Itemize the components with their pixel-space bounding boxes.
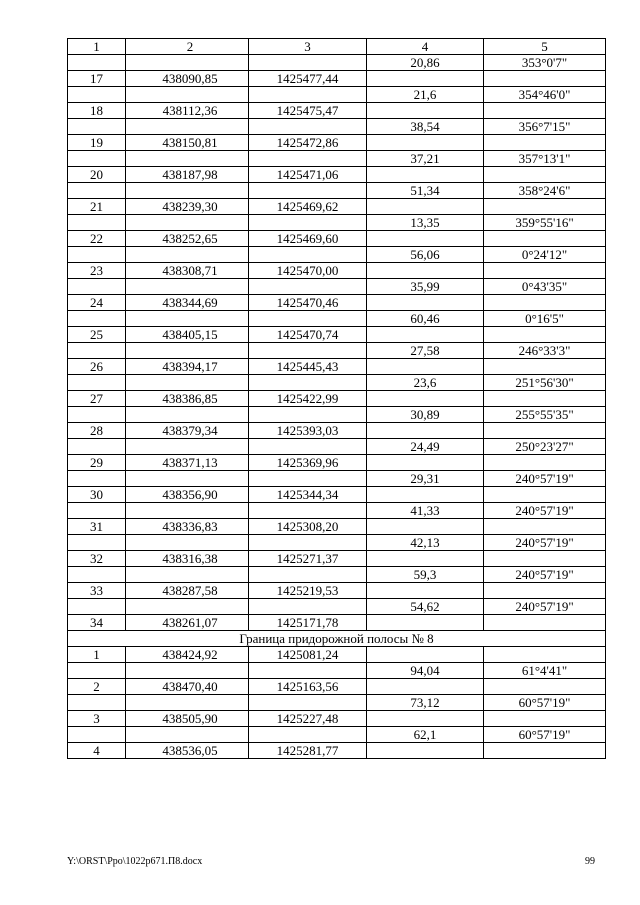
table-cell	[249, 375, 367, 391]
table-cell	[126, 439, 249, 455]
table-row	[68, 119, 606, 135]
table-cell: 33	[68, 583, 126, 599]
table-cell: 1425469,60	[249, 231, 367, 247]
table-cell	[249, 727, 367, 743]
table-cell	[126, 87, 249, 103]
table-row	[68, 311, 606, 327]
table-cell	[367, 423, 484, 439]
table-cell: 438308,71	[126, 263, 249, 279]
table-cell	[249, 215, 367, 231]
table-cell: 1425475,47	[249, 103, 367, 119]
table-cell	[249, 535, 367, 551]
table-row	[68, 663, 606, 679]
table-cell: 42,13	[367, 535, 484, 551]
table-cell: 438090,85	[126, 71, 249, 87]
table-cell: 1425471,06	[249, 167, 367, 183]
table-cell: 22	[68, 231, 126, 247]
table-cell	[126, 311, 249, 327]
table-cell	[484, 231, 606, 247]
table-cell: 358°24'6"	[484, 183, 606, 199]
table-cell	[484, 487, 606, 503]
table-cell	[126, 183, 249, 199]
table-cell: 24,49	[367, 439, 484, 455]
table-cell	[68, 151, 126, 167]
table-cell	[367, 391, 484, 407]
table-cell: 73,12	[367, 695, 484, 711]
table-row	[68, 727, 606, 743]
table-row	[68, 599, 606, 615]
table-cell	[126, 599, 249, 615]
table-cell: 1425470,00	[249, 263, 367, 279]
table-row	[68, 215, 606, 231]
table-cell	[126, 55, 249, 71]
table-cell: 438405,15	[126, 327, 249, 343]
table-cell	[68, 599, 126, 615]
table-cell: 38,54	[367, 119, 484, 135]
table-cell: 27,58	[367, 343, 484, 359]
table-cell	[484, 167, 606, 183]
column-header: 2	[126, 39, 249, 55]
table-cell	[484, 551, 606, 567]
table-cell: 1425369,96	[249, 455, 367, 471]
table-cell: 1425308,20	[249, 519, 367, 535]
table-cell: 0°43'35"	[484, 279, 606, 295]
table-cell	[367, 103, 484, 119]
table-cell: 1425469,62	[249, 199, 367, 215]
table-cell	[68, 55, 126, 71]
table-row	[68, 375, 606, 391]
table-cell: 31	[68, 519, 126, 535]
table-cell: 240°57'19"	[484, 471, 606, 487]
table-cell: 23,6	[367, 375, 484, 391]
table-cell	[68, 119, 126, 135]
table-cell: 23	[68, 263, 126, 279]
table-cell: 1425393,03	[249, 423, 367, 439]
table-cell	[126, 343, 249, 359]
table-cell: 37,21	[367, 151, 484, 167]
table-row	[68, 471, 606, 487]
table-cell	[367, 647, 484, 663]
table-cell	[367, 327, 484, 343]
table-cell: 24	[68, 295, 126, 311]
table-cell	[367, 519, 484, 535]
table-row	[68, 487, 606, 503]
table-cell	[367, 551, 484, 567]
table-cell	[249, 407, 367, 423]
table-cell: 438261,07	[126, 615, 249, 631]
table-cell	[68, 279, 126, 295]
table-row	[68, 743, 606, 759]
table-row	[68, 391, 606, 407]
table-cell	[126, 567, 249, 583]
table-cell	[126, 663, 249, 679]
table-cell	[249, 599, 367, 615]
table-cell	[367, 231, 484, 247]
table-cell: 240°57'19"	[484, 503, 606, 519]
table-cell	[367, 167, 484, 183]
table-cell	[126, 151, 249, 167]
table-cell	[68, 663, 126, 679]
table-cell	[126, 119, 249, 135]
table-cell	[367, 71, 484, 87]
table-cell	[367, 295, 484, 311]
table-cell: 0°16'5"	[484, 311, 606, 327]
table-cell: 438187,98	[126, 167, 249, 183]
table-cell: 3	[68, 711, 126, 727]
table-row	[68, 711, 606, 727]
table-row	[68, 679, 606, 695]
table-cell	[249, 343, 367, 359]
table-cell: 438112,36	[126, 103, 249, 119]
table-cell	[68, 183, 126, 199]
table-cell: 62,1	[367, 727, 484, 743]
table-cell: 438344,69	[126, 295, 249, 311]
table-cell: 250°23'27"	[484, 439, 606, 455]
table-cell: 240°57'19"	[484, 535, 606, 551]
table-cell	[249, 151, 367, 167]
table-cell: 240°57'19"	[484, 567, 606, 583]
table-cell: 60°57'19"	[484, 695, 606, 711]
table-cell: 4	[68, 743, 126, 759]
table-cell	[484, 103, 606, 119]
table-cell: 1425472,86	[249, 135, 367, 151]
table-row	[68, 279, 606, 295]
table-cell	[68, 311, 126, 327]
table-cell	[484, 199, 606, 215]
table-row	[68, 183, 606, 199]
table-cell	[484, 455, 606, 471]
table-cell	[484, 423, 606, 439]
table-row	[68, 87, 606, 103]
table-cell: 20,86	[367, 55, 484, 71]
table-cell: 438316,38	[126, 551, 249, 567]
section-title-row	[68, 631, 606, 647]
table-cell: 438371,13	[126, 455, 249, 471]
section-title: Граница придорожной полосы № 8	[68, 631, 606, 647]
table-row	[68, 263, 606, 279]
table-row	[68, 343, 606, 359]
table-cell: 32	[68, 551, 126, 567]
table-cell	[484, 679, 606, 695]
table-cell	[126, 247, 249, 263]
table-row	[68, 359, 606, 375]
table-cell	[367, 583, 484, 599]
table-cell: 438239,30	[126, 199, 249, 215]
table-cell	[249, 247, 367, 263]
table-cell	[68, 215, 126, 231]
table-cell: 438424,92	[126, 647, 249, 663]
table-cell: 35,99	[367, 279, 484, 295]
table-cell: 94,04	[367, 663, 484, 679]
table-cell: 1425344,34	[249, 487, 367, 503]
table-cell: 59,3	[367, 567, 484, 583]
table-row	[68, 247, 606, 263]
table-cell	[484, 615, 606, 631]
table-cell: 354°46'0"	[484, 87, 606, 103]
table-cell	[484, 711, 606, 727]
table-cell: 246°33'3"	[484, 343, 606, 359]
table-cell	[249, 55, 367, 71]
table-cell	[249, 503, 367, 519]
table-cell: 1425281,77	[249, 743, 367, 759]
table-row	[68, 503, 606, 519]
table-row	[68, 231, 606, 247]
table-cell	[367, 743, 484, 759]
table-cell	[126, 215, 249, 231]
table-cell	[68, 343, 126, 359]
table-row	[68, 567, 606, 583]
table-cell	[367, 135, 484, 151]
table-cell: 1425445,43	[249, 359, 367, 375]
table-row	[68, 535, 606, 551]
table-cell	[367, 615, 484, 631]
table-cell	[68, 727, 126, 743]
column-header: 3	[249, 39, 367, 55]
table-cell: 359°55'16"	[484, 215, 606, 231]
table-row	[68, 327, 606, 343]
table-cell: 34	[68, 615, 126, 631]
table-cell	[126, 471, 249, 487]
table-cell: 438536,05	[126, 743, 249, 759]
table-row	[68, 55, 606, 71]
table-cell: 438505,90	[126, 711, 249, 727]
table-cell: 251°56'30"	[484, 375, 606, 391]
table-cell	[367, 679, 484, 695]
table-cell: 255°55'35"	[484, 407, 606, 423]
table-cell	[484, 391, 606, 407]
table-cell: 28	[68, 423, 126, 439]
table-cell	[126, 375, 249, 391]
table-cell	[68, 375, 126, 391]
table-cell: 356°7'15"	[484, 119, 606, 135]
column-header: 4	[367, 39, 484, 55]
table-cell: 60°57'19"	[484, 727, 606, 743]
table-cell: 1425470,46	[249, 295, 367, 311]
table-cell	[249, 439, 367, 455]
coordinates-table	[67, 38, 606, 759]
table-cell	[249, 311, 367, 327]
table-cell	[484, 359, 606, 375]
table-cell: 56,06	[367, 247, 484, 263]
table-cell: 1425422,99	[249, 391, 367, 407]
table-cell	[68, 439, 126, 455]
table-cell	[484, 135, 606, 151]
table-cell: 438356,90	[126, 487, 249, 503]
table-cell	[126, 727, 249, 743]
table-cell: 240°57'19"	[484, 599, 606, 615]
table-cell: 438252,65	[126, 231, 249, 247]
table-cell	[484, 327, 606, 343]
table-cell: 1	[68, 647, 126, 663]
table-cell	[68, 567, 126, 583]
table-cell	[249, 183, 367, 199]
table-cell: 29	[68, 455, 126, 471]
table-cell	[484, 263, 606, 279]
table-cell: 54,62	[367, 599, 484, 615]
table-cell: 29,31	[367, 471, 484, 487]
table-cell	[367, 711, 484, 727]
table-cell: 1425163,56	[249, 679, 367, 695]
table-row	[68, 423, 606, 439]
table-cell	[367, 263, 484, 279]
table-cell	[484, 71, 606, 87]
table-cell	[249, 663, 367, 679]
table-cell: 27	[68, 391, 126, 407]
table-cell: 438287,58	[126, 583, 249, 599]
table-cell	[68, 503, 126, 519]
table-row	[68, 519, 606, 535]
table-cell	[484, 743, 606, 759]
table-cell	[68, 535, 126, 551]
table-cell	[367, 487, 484, 503]
table-cell	[484, 583, 606, 599]
table-cell	[68, 407, 126, 423]
table-cell: 438379,34	[126, 423, 249, 439]
table-row	[68, 615, 606, 631]
table-cell: 1425470,74	[249, 327, 367, 343]
table-cell	[68, 247, 126, 263]
table-cell	[484, 519, 606, 535]
table-row	[68, 199, 606, 215]
table-row	[68, 167, 606, 183]
table-cell: 1425227,48	[249, 711, 367, 727]
table-cell: 357°13'1"	[484, 151, 606, 167]
table-row	[68, 135, 606, 151]
table-row	[68, 583, 606, 599]
table-cell: 1425081,24	[249, 647, 367, 663]
table-cell: 51,34	[367, 183, 484, 199]
table-cell	[249, 471, 367, 487]
table-cell: 1425271,37	[249, 551, 367, 567]
table-cell	[249, 567, 367, 583]
table-cell: 1425219,53	[249, 583, 367, 599]
table-cell	[367, 455, 484, 471]
table-cell	[68, 471, 126, 487]
table-cell	[126, 503, 249, 519]
table-cell: 21,6	[367, 87, 484, 103]
table-cell	[249, 87, 367, 103]
table-cell	[484, 647, 606, 663]
table-cell: 18	[68, 103, 126, 119]
table-cell	[367, 199, 484, 215]
table-row	[68, 695, 606, 711]
table-cell: 60,46	[367, 311, 484, 327]
table-cell: 25	[68, 327, 126, 343]
table-cell	[126, 407, 249, 423]
table-cell: 438386,85	[126, 391, 249, 407]
table-cell: 41,33	[367, 503, 484, 519]
table-row	[68, 439, 606, 455]
table-cell: 438150,81	[126, 135, 249, 151]
table-cell: 26	[68, 359, 126, 375]
table-cell	[249, 119, 367, 135]
table-row	[68, 151, 606, 167]
table-cell	[126, 535, 249, 551]
table-cell: 17	[68, 71, 126, 87]
table-cell	[367, 359, 484, 375]
table-cell: 1425477,44	[249, 71, 367, 87]
table-cell: 19	[68, 135, 126, 151]
table-cell: 1425171,78	[249, 615, 367, 631]
column-header: 5	[484, 39, 606, 55]
table-cell: 13,35	[367, 215, 484, 231]
table-cell	[68, 695, 126, 711]
table-cell	[249, 695, 367, 711]
table-cell: 353°0'7"	[484, 55, 606, 71]
table-row	[68, 407, 606, 423]
table-row	[68, 551, 606, 567]
table-cell	[68, 87, 126, 103]
table-cell	[126, 695, 249, 711]
table-cell	[126, 279, 249, 295]
table-row	[68, 71, 606, 87]
table-cell	[484, 295, 606, 311]
table-cell: 2	[68, 679, 126, 695]
table-row	[68, 295, 606, 311]
table-cell	[249, 279, 367, 295]
table-cell: 30	[68, 487, 126, 503]
table-cell: 21	[68, 199, 126, 215]
table-cell: 30,89	[367, 407, 484, 423]
footer-file-path: Y:\ORST\Ppo\1022p671.П8.docx	[67, 856, 203, 867]
table-row	[68, 455, 606, 471]
table-cell: 0°24'12"	[484, 247, 606, 263]
table-cell: 438336,83	[126, 519, 249, 535]
table-row	[68, 103, 606, 119]
table-body	[68, 39, 606, 759]
table-cell: 61°4'41"	[484, 663, 606, 679]
table-header-row	[68, 39, 606, 55]
table-row	[68, 647, 606, 663]
table-cell: 438394,17	[126, 359, 249, 375]
footer-page-number: 99	[585, 856, 595, 867]
table-cell: 20	[68, 167, 126, 183]
table-cell: 438470,40	[126, 679, 249, 695]
column-header: 1	[68, 39, 126, 55]
